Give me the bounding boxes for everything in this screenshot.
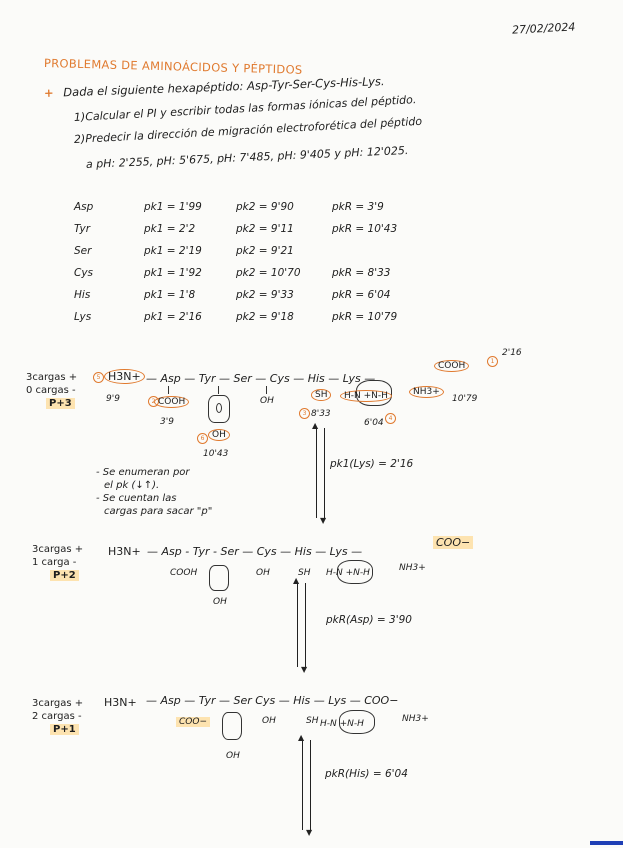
- transition-3-right-arrow: [310, 740, 311, 830]
- note-1b: el pk (↓↑).: [104, 480, 160, 491]
- pk-cell-aa: His: [74, 289, 91, 301]
- pk-cell-aa: Lys: [74, 311, 92, 323]
- form2-cys-side: SH: [298, 568, 311, 578]
- asp-bond: [168, 386, 170, 394]
- pk-cell-pk2: pk2 = 10'70: [236, 267, 301, 279]
- form3-tyr-ring-icon: [222, 712, 242, 740]
- pk-table-row: [74, 198, 405, 220]
- order-6-icon: 6: [197, 433, 208, 444]
- problem-intro: Dada el siguiente hexapéptido: Asp-Tyr-Ser-Cys-His-Lys.: [63, 74, 385, 100]
- form2-nterm: H3N+: [108, 545, 141, 558]
- his-side-label: H-N +N-H: [340, 390, 392, 402]
- form1-charge-summary: [26, 371, 77, 410]
- form1-positive-charges: 3cargas +: [26, 372, 78, 383]
- asp-pk: 3'9: [160, 417, 174, 427]
- pk-cell-aa: Cys: [74, 267, 94, 279]
- footer-accent-bar: [590, 841, 623, 845]
- form2-tyr-side: OH: [213, 597, 227, 607]
- cys-order-marker: [299, 400, 310, 419]
- lys-side-label: NH3+: [409, 386, 444, 398]
- question-1: 1)Calcular el PI y escribir todas las formas iónicas del péptido.: [73, 93, 417, 124]
- pk-table-row: [74, 242, 405, 264]
- pk-cell-pkr: pkR = 8'33: [332, 267, 391, 279]
- order-4-icon: 4: [385, 413, 396, 424]
- form1-notes: [96, 466, 212, 518]
- form3-cys-side: SH: [306, 716, 319, 726]
- tyr-pk: 10'43: [203, 449, 229, 459]
- transition-1-left-arrow: [316, 428, 317, 518]
- form1-backbone: — Asp — Tyr — Ser — Cys — His — Lys —: [146, 372, 376, 385]
- pk-table-row: [74, 264, 405, 286]
- pk-cell-pk2: pk2 = 9'21: [236, 245, 294, 257]
- note-2: - Se cuentan las: [96, 493, 177, 504]
- form1-nterm-label: H3N+: [104, 369, 145, 384]
- problem-statement: [44, 74, 385, 100]
- form2-backbone: — Asp - Tyr - Ser — Cys — His — Lys —: [147, 545, 363, 558]
- pk-cell-pk2: pk2 = 9'18: [236, 311, 294, 323]
- his-order-marker: [385, 405, 396, 424]
- order-1-icon: 1: [487, 356, 498, 367]
- form3-asp-side-label: COO−: [176, 717, 210, 727]
- his-side-chain: [340, 391, 392, 401]
- form2-his-side: H-N +N-H: [326, 568, 370, 578]
- ser-side-chain: OH: [260, 396, 274, 406]
- order-5-icon: 5: [93, 372, 104, 383]
- pk-cell-pkr: [332, 242, 405, 264]
- form2-lys-side: NH3+: [399, 563, 426, 573]
- pk-table: [74, 198, 405, 330]
- pk-cell-pk1: pk1 = 2'2: [144, 223, 196, 235]
- order-3-icon: 3: [299, 408, 310, 419]
- lys-pk: 10'79: [452, 394, 478, 404]
- pk-cell-aa: Tyr: [74, 223, 91, 235]
- pk-cell-pk1: pk1 = 1'92: [144, 267, 202, 279]
- form3-asp-side: [176, 717, 210, 727]
- his-pk: 6'04: [364, 418, 384, 428]
- pk-cell-pk2: pk2 = 9'90: [236, 201, 294, 213]
- form3-negative-charges: 2 cargas -: [32, 711, 82, 722]
- pk-cell-pkr: pkR = 10'43: [332, 223, 398, 235]
- cys-pk: 8'33: [311, 409, 331, 419]
- tyr-side-label: OH: [208, 429, 230, 441]
- form2-positive-charges: 3cargas +: [32, 544, 84, 555]
- bullet-marker: +: [43, 85, 54, 100]
- pk-cell-aa: Ser: [74, 245, 92, 257]
- form2-tyr-ring-icon: [209, 565, 229, 591]
- asp-side-chain: [154, 397, 189, 407]
- form1-nterm: [104, 370, 145, 383]
- form3-positive-charges: 3cargas +: [32, 698, 84, 709]
- form3-backbone: — Asp — Tyr — Ser Cys — His — Lys — COO−: [146, 694, 399, 707]
- form2-cterm: [433, 536, 473, 549]
- transition-1-label: pk1(Lys) = 2'16: [330, 458, 414, 470]
- question-2: 2)Predecir la dirección de migración electroforética del péptido: [73, 114, 423, 146]
- pk-cell-pk2: pk2 = 9'11: [236, 223, 294, 235]
- form2-asp-side: COOH: [170, 568, 198, 578]
- pk-table-row: [74, 220, 405, 242]
- form3-tyr-side: OH: [226, 751, 240, 761]
- pk-cell-pk1: pk1 = 1'8: [144, 289, 196, 301]
- form1-negative-charges: 0 cargas -: [26, 385, 76, 396]
- tyr-bond: [218, 386, 220, 394]
- pk-cell-pk1: pk1 = 2'19: [144, 245, 202, 257]
- form3-charge-label: P+1: [50, 724, 79, 735]
- form3-his-side: H-N +N-H: [320, 719, 364, 729]
- transition-2-left-arrow: [297, 583, 298, 667]
- form3-charge-summary: [32, 697, 83, 736]
- transition-1-right-arrow: [324, 428, 325, 518]
- form2-negative-charges: 1 carga -: [32, 557, 77, 568]
- pk-cell-pk1: pk1 = 1'99: [144, 201, 202, 213]
- transition-3-left-arrow: [302, 740, 303, 830]
- form2-cterm-label: COO−: [433, 536, 473, 549]
- form2-ser-side: OH: [256, 568, 270, 578]
- form1-cterm: [434, 361, 469, 371]
- form3-lys-side: NH3+: [402, 714, 429, 724]
- form1-cterm-label: COOH: [434, 360, 469, 372]
- tyr-inner-ring: [216, 403, 222, 413]
- form1-cterm-pk: 2'16: [502, 348, 522, 358]
- note-1: - Se enumeran por: [96, 467, 190, 478]
- transition-2-label: pkR(Asp) = 3'90: [326, 614, 412, 626]
- cys-side-chain: [311, 390, 331, 400]
- transition-3-label: pkR(His) = 6'04: [325, 768, 408, 780]
- page-title: PROBLEMAS DE AMINOÁCIDOS Y PÉPTIDOS: [43, 56, 303, 77]
- pk-table-row: [74, 308, 405, 330]
- form3-ser-side: OH: [262, 716, 276, 726]
- form1-nterm-pk: 9'9: [106, 394, 120, 404]
- tyr-order-marker: [197, 425, 208, 444]
- n-cterm-marker: [487, 348, 498, 367]
- form2-charge-summary: [32, 543, 83, 582]
- tyr-side-chain: [208, 430, 230, 440]
- form1-charge-label: P+3: [46, 398, 75, 409]
- date-label: 27/02/2024: [511, 20, 576, 37]
- pk-cell-pk1: pk1 = 2'16: [144, 311, 202, 323]
- transition-2-right-arrow: [305, 583, 306, 667]
- question-2-continued: a pH: 2'255, pH: 5'675, pH: 7'485, pH: 9'405 y pH: 12'025.: [85, 143, 409, 171]
- lys-side-chain: [409, 387, 444, 397]
- pk-cell-pkr: pkR = 6'04: [332, 289, 391, 301]
- n1-marker: [93, 364, 104, 383]
- pk-cell-aa: Asp: [74, 201, 94, 213]
- note-2b: cargas para sacar "p": [104, 506, 213, 517]
- ser-bond: [266, 386, 268, 394]
- order-2-icon: 2: [148, 396, 159, 407]
- pk-cell-pkr: pkR = 3'9: [332, 201, 384, 213]
- pk-table-row: [74, 286, 405, 308]
- form3-nterm: H3N+: [104, 696, 137, 709]
- pk-cell-pk2: pk2 = 9'33: [236, 289, 294, 301]
- cys-side-label: SH: [311, 389, 331, 401]
- asp-side-label: COOH: [154, 396, 189, 408]
- form2-charge-label: P+2: [50, 570, 79, 581]
- pk-cell-pkr: pkR = 10'79: [332, 311, 398, 323]
